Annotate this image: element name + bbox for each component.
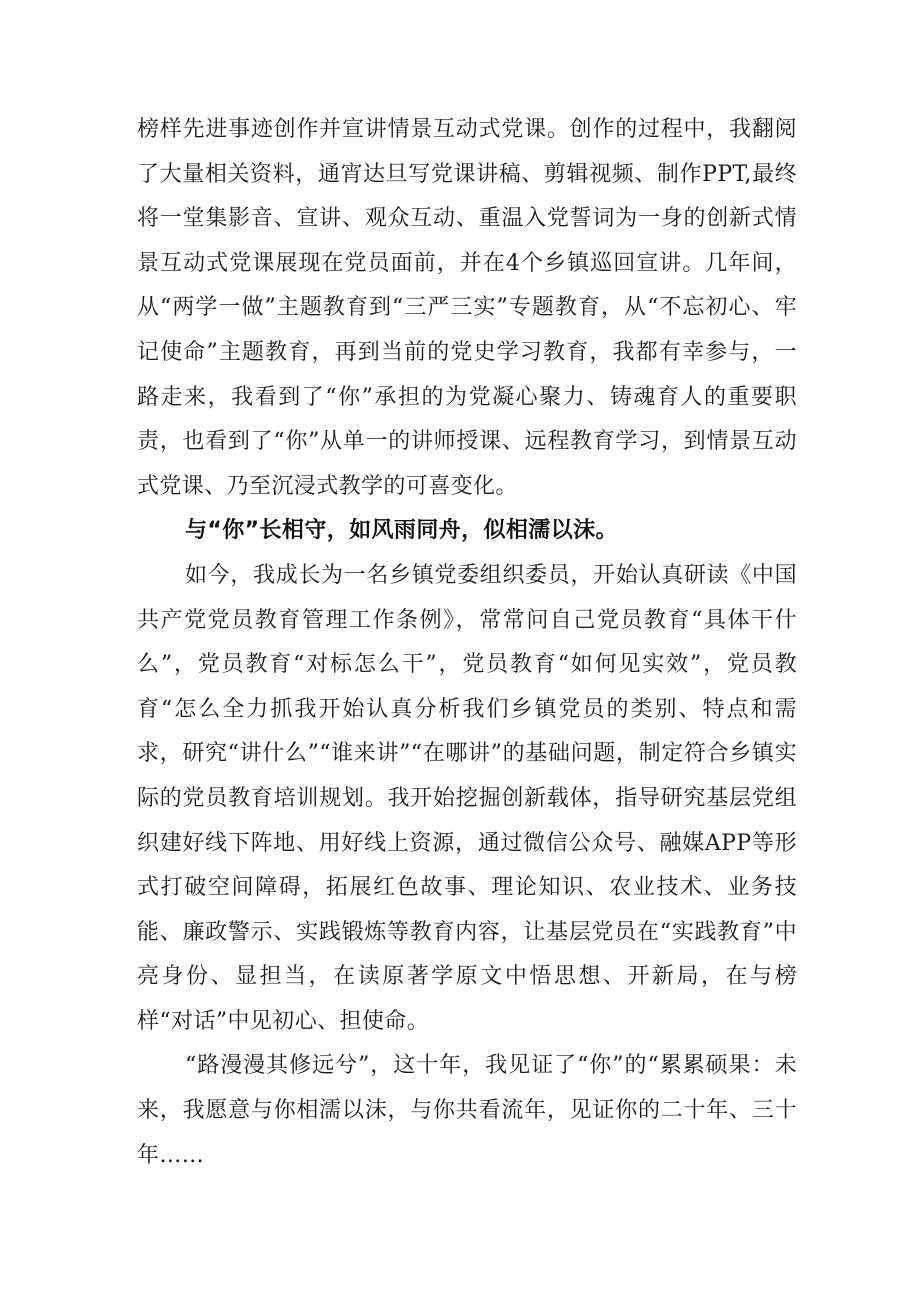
body-paragraph-2: 如今，我成长为一名乡镇党委组织委员，开始认真研读《中国共产党党员教育管理工作条例》，常常问自己党员教育“具体干什么”，党员教育“对标怎么干”，党员教育“如何见实效”，党员教育“怎么全力抓我开始认真分析我们乡镇党员的类别、特点和需求，研究“讲什么”“谁来讲”“在哪讲”的基础问题，制定符合乡镇实际的党员教育培训规划。我开始挖掘创新载体，指导研究基层党组织建好线下阵地、用好线上资源，通过微信公众号、融媒APP等形式打破空间障碍，拓展红色故事、理论知识、农业技术、业务技能、廉政警示、实践锻炼等教育内容，让基层党员在“实践教育”中亮身份、显担当，在读原著学原文中悟思想、开新局，在与榜样“对话”中见初心、担使命。 xyxy=(137,562,797,1034)
body-paragraph-3: “路漫漫其修远兮”，这十年，我见证了“你”的“累累硕果：未来，我愿意与你相濡以沫，与你共看流年，见证你的二十年、三十年…… xyxy=(137,1053,797,1168)
section-subheading: 与“你”长相守，如风雨同舟，似相濡以沫。 xyxy=(185,518,618,544)
body-paragraph-1: 榜样先进事迹创作并宣讲情景互动式党课。创作的过程中，我翻阅了大量相关资料，通宵达旦写党课讲稿、剪辑视频、制作PPT,最终将一堂集影音、宣讲、观众互动、重温入党誓词为一身的创新式情景互动式党课展现在党员面前，并在4个乡镇巡回宣讲。几年间，从“两学一做”主题教育到“三严三实”专题教育，从“不忘初心、牢记使命”主题教育，再到当前的党史学习教育，我都有幸参与，一路走来，我看到了“你”承担的为党凝心聚力、铸魂育人的重要职责，也看到了“你”从单一的讲师授课、远程教育学习，到情景互动式党课、乃至沉浸式教学的可喜变化。 xyxy=(137,117,797,499)
document-body xyxy=(137,108,797,1178)
